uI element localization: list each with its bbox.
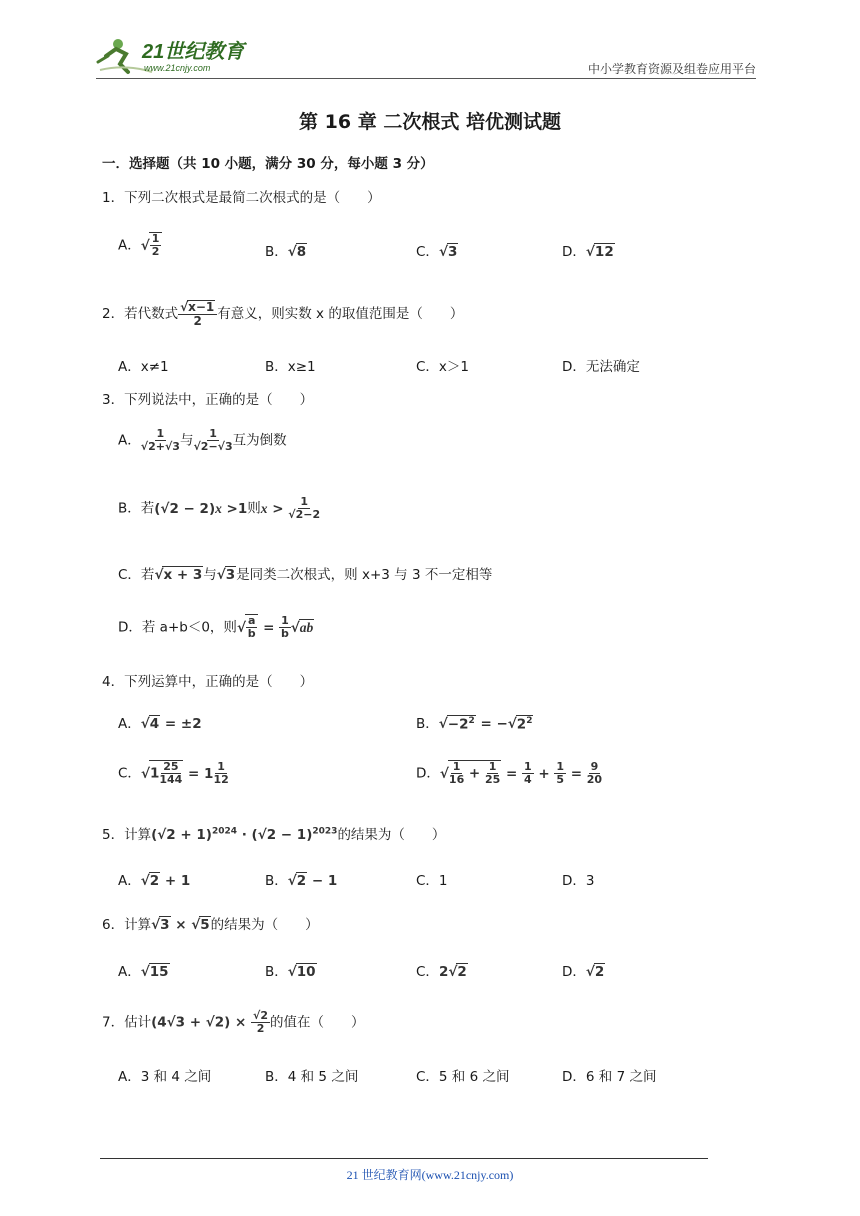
- platform-label: 中小学教育资源及组卷应用平台: [587, 62, 756, 76]
- q7-option-b: B．4 和 5 之间: [265, 1069, 359, 1085]
- footer-link[interactable]: 21 世纪教育网(www.21cnjy.com): [346, 1168, 514, 1182]
- page-title: 第 16 章 二次根式 培优测试题: [299, 111, 561, 133]
- q1-option-c: C．√3: [416, 244, 458, 260]
- section-title: 一．选择题（共 10 小题，满分 30 分，每小题 3 分）: [102, 156, 434, 172]
- q2-option-d: D．无法确定: [562, 359, 640, 375]
- q6-option-c: C．2√2: [416, 964, 467, 980]
- question-7: 7．估计(4√3 + √2) × $\frac{√2}{2}$ 的值在（ ）: [102, 1009, 365, 1036]
- q7-option-c: C．5 和 6 之间: [416, 1069, 510, 1085]
- q6-option-d: D．√2: [562, 964, 605, 980]
- q6-option-b: B．√10: [265, 964, 316, 980]
- q3-option-a: A． $\frac{1}{√2+√3}$ 与 $\frac{1}{√2-√3}$ 互为倒数: [118, 427, 287, 454]
- question-5: 5．计算$(√2 + 1)^{2024} \cdot (√2 - 1)^{2023}$的结果为（ ）: [102, 826, 446, 843]
- footer-divider: [100, 1158, 708, 1159]
- q3-option-d: D．若 a+b＜0，则√ $\frac{a}{b}$ = $\frac{1}{b}$ √ab: [118, 614, 314, 641]
- q5-option-b: B．√2 − 1: [265, 873, 338, 889]
- q5-option-d: D．3: [562, 873, 595, 889]
- logo-url: www.21cnjy.com: [144, 63, 211, 73]
- q2-option-c: C．x＞1: [416, 359, 470, 375]
- q3-option-c: C．若√x + 3与√3是同类二次根式，则 x+3 与 3 不一定相等: [118, 567, 493, 583]
- q5-option-c: C．1: [416, 873, 448, 889]
- q4-option-a: A．√4 = ±2: [118, 716, 202, 732]
- q4-option-b: B．$√-2^2 = -√2^2$: [416, 715, 533, 732]
- question-3: 3．下列说法中，正确的是（ ）: [102, 392, 314, 408]
- q3-option-b: B．若(√2 − 2)x >1则x > $\frac{1}{√2-2}$: [118, 495, 321, 522]
- logo-text: 21世纪教育: [142, 41, 245, 63]
- q1-option-d: D．√12: [562, 244, 614, 260]
- site-logo: [96, 34, 266, 76]
- question-4: 4．下列运算中，正确的是（ ）: [102, 674, 314, 690]
- q2-option-b: B．x≥1: [265, 359, 316, 375]
- q4-option-c: C．√1 $\frac{25}{144}$ = 1 $\frac{1}{12}$: [118, 760, 229, 787]
- question-1: 1．下列二次根式是最简二次根式的是（ ）: [102, 190, 381, 206]
- header-divider: [96, 78, 756, 79]
- q4-option-d: D．√ $\frac{1}{16}$ + $\frac{1}{25}$ = $\frac{1}{4}$ + $\frac{1}{5}$ = $\frac{9}{20}$: [416, 760, 603, 787]
- q6-option-a: A．√15: [118, 964, 169, 980]
- question-2: 2．若代数式 $\frac{√x-1}{2}$ 有意义，则实数 x 的取值范围是（ ）: [102, 300, 464, 329]
- q7-option-d: D．6 和 7 之间: [562, 1069, 657, 1085]
- q2-option-a: A．x≠1: [118, 359, 169, 375]
- q5-option-a: A．√2 + 1: [118, 873, 191, 889]
- q1-option-a: A．√ $\frac{1}{2}$: [118, 232, 162, 258]
- q7-option-a: A．3 和 4 之间: [118, 1069, 212, 1085]
- question-6: 6．计算√3 × √5的结果为（ ）: [102, 917, 319, 933]
- q1-option-b: B．√8: [265, 244, 307, 260]
